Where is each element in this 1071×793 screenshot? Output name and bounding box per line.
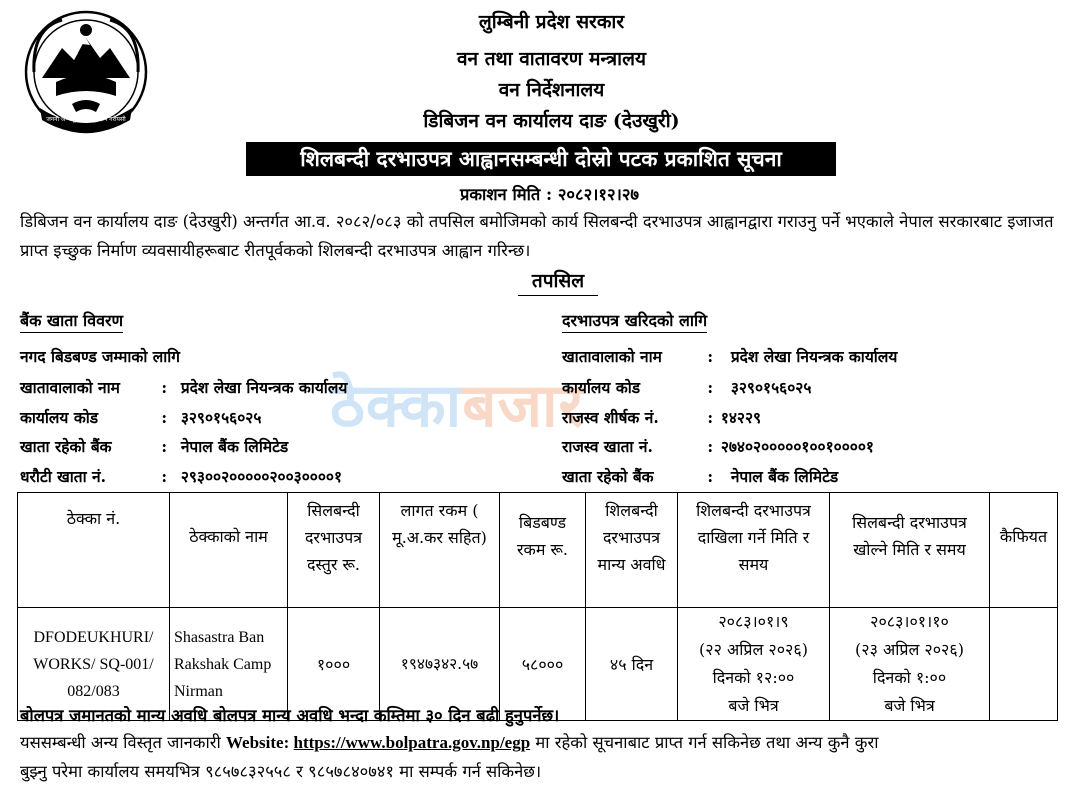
purchase-row-sep: : <box>707 437 714 456</box>
purchase-row <box>562 465 838 487</box>
col-cost: लागत रकम ( मू.अ.कर सहित) <box>380 493 500 608</box>
open-within: बजे भित्र <box>884 696 935 715</box>
bank-row-value: २९३००२०००००२००३००००१ <box>180 467 343 486</box>
bank-row-label: खाता रहेको बैंक <box>20 437 112 456</box>
col-contract-name: ठेक्काको नाम <box>170 493 288 608</box>
bank-row-sep: : <box>161 467 168 486</box>
watermark-part2: बजार <box>462 371 585 441</box>
cell-open-date <box>830 608 990 721</box>
bank-row-label: धरौटी खाता नं. <box>20 467 107 486</box>
bank-row-value: नेपाल बैंक लिमिटेड <box>180 437 289 456</box>
bank-row <box>20 406 261 428</box>
header-directorate: वन निर्देशनालय <box>498 79 605 101</box>
col-contract-no: ठेक्का नं. <box>18 493 170 608</box>
submit-within: बजे भित्र <box>728 696 779 715</box>
purchase-row-label: कार्यालय कोड <box>562 378 641 397</box>
purchase-row-label: खातावालाको नाम <box>562 347 662 366</box>
header-ministry: वन तथा वातावरण मन्त्रालय <box>456 48 646 70</box>
purchase-row-sep: : <box>707 378 714 397</box>
submit-time: दिनको १२:०० <box>712 668 795 687</box>
purchase-row-value: नेपाल बैंक लिमिटेड <box>730 467 839 486</box>
purchase-row-value: ३२९०१५६०२५ <box>730 378 812 397</box>
open-time: दिनको १:०० <box>872 668 947 687</box>
emblem-motto: जननी जन्मभूमिश्च स्वर्गादपि गरीयसी <box>46 116 126 123</box>
bank-row-sep: : <box>161 437 168 456</box>
website-label: Website: <box>226 733 294 752</box>
footer-info-post: मा रहेको सूचनाबाट प्राप्त गर्न सकिनेछ तथा अन्य कुनै कुरा <box>530 733 879 752</box>
bank-row-value: ३२९०१५६०२५ <box>180 408 262 427</box>
bank-row-label: खातावालाको नाम <box>20 378 120 397</box>
purchase-row-value: २७४०२०००००१००१००००१ <box>720 437 874 456</box>
open-date-en: (२३ अप्रिल २०२६) <box>855 640 964 659</box>
intro-paragraph: डिबिजन वन कार्यालय दाङ (देउखुरी) अन्तर्गत आ.व. २०८२/०८३ को तपसिल बमोजिमको कार्य सिलबन्दी दरभाउपत्र आह्वानद्वारा गराउनु पर्ने भएकाले नेपाल सरकारबाट इजाजत प्राप्त इच्छुक निर्माण व्यवसायीहरूबाट रीतपूर्वकको शिलबन्दी दरभाउपत्र आह्वान गरिन्छ। <box>20 212 1054 260</box>
col-open-date: सिलबन्दी दरभाउपत्र खोल्ने मिति र समय <box>830 493 990 608</box>
website-link[interactable]: https://www.bolpatra.gov.np/egp <box>293 733 531 752</box>
bank-row-sep: : <box>161 378 168 397</box>
cell-fee: १००० <box>288 608 380 721</box>
cell-contract-no: DFODEUKHURI/ WORKS/ SQ-001/ 082/083 <box>18 608 170 721</box>
header-government: लुम्बिनी प्रदेश सरकार <box>478 11 625 33</box>
purchase-row-value: १४२२९ <box>720 408 762 427</box>
bank-row <box>20 465 342 487</box>
col-fee: सिलबन्दी दरभाउपत्र दस्तुर रू. <box>288 493 380 608</box>
table-header-row <box>18 493 1058 608</box>
footer-info-pre: यससम्बन्धी अन्य विस्तृत जानकारी <box>20 733 226 752</box>
purchase-row-value: प्रदेश लेखा नियन्त्रक कार्यालय <box>730 347 898 366</box>
bank-row <box>20 435 288 457</box>
footer-contact: बुझ्नु परेमा कार्यालय समयभित्र ९८५७८३२५५८ र ९८५७८४०७४१ मा सम्पर्क गर्न सकिनेछ। <box>20 762 542 781</box>
purchase-row-label: राजस्व खाता नं. <box>562 437 653 456</box>
bank-title-text: बैंक खाता विवरण <box>20 311 123 333</box>
purchase-row <box>562 406 761 428</box>
purchase-row-sep: : <box>707 467 714 486</box>
purchase-title-text: दरभाउपत्र खरिदको लागि <box>562 311 707 333</box>
header-office: डिबिजन वन कार्यालय दाङ (देउखुरी) <box>423 110 680 132</box>
bank-row-label: कार्यालय कोड <box>20 408 99 427</box>
purchase-row <box>562 376 811 398</box>
purchase-title <box>562 309 707 331</box>
watermark <box>330 362 584 444</box>
col-submit-date: शिलबन्दी दरभाउपत्र दाखिला गर्ने मिति र समय <box>678 493 830 608</box>
purchase-row-sep: : <box>707 347 714 366</box>
purchase-row <box>562 345 897 367</box>
bank-row-value: प्रदेश लेखा नियन्त्रक कार्यालय <box>180 378 348 397</box>
tapasil-heading: तपसिल <box>518 267 598 296</box>
bank-subtitle: नगद बिडबण्ड जम्माको लागि <box>20 347 181 366</box>
submit-date: २०८३।०१।९ <box>718 612 789 631</box>
bank-title <box>20 309 123 331</box>
cell-remarks <box>990 608 1058 721</box>
cell-cost: १९४७३४२.५७ <box>380 608 500 721</box>
cell-bid-bond: ५८००० <box>500 608 586 721</box>
purchase-row-label: खाता रहेको बैंक <box>562 467 654 486</box>
cell-submit-date <box>678 608 830 721</box>
col-validity: शिलबन्दी दरभाउपत्र मान्य अवधि <box>586 493 678 608</box>
notice-banner: शिलबन्दी दरभाउपत्र आह्वानसम्बन्धी दोस्रो पटक प्रकाशित सूचना <box>246 142 836 176</box>
contract-table <box>17 492 1058 721</box>
watermark-part1: ठेक्का <box>330 371 463 441</box>
purchase-row-label: राजस्व शीर्षक नं. <box>562 408 659 427</box>
bank-row-sep: : <box>161 408 168 427</box>
publish-date: प्रकाशन मिति : २०८२।१२।२७ <box>459 185 639 204</box>
bank-row <box>20 376 347 398</box>
open-date: २०८३।०१।१० <box>870 612 949 631</box>
submit-date-en: (२२ अप्रिल २०२६) <box>699 640 808 659</box>
cell-contract-name: Shasastra Ban Rakshak Camp Nirman <box>170 608 288 721</box>
col-remarks: कैफियत <box>990 493 1058 608</box>
col-bid-bond: बिडबण्ड रकम रू. <box>500 493 586 608</box>
cell-validity: ४५ दिन <box>586 608 678 721</box>
footer-bid-security: बोलपत्र जमानतको मान्य अवधि बोलपत्र मान्य अवधि भन्दा कम्तिमा ३० दिन बढी हुनुपर्नेछ। <box>20 706 560 725</box>
purchase-row <box>562 435 874 457</box>
purchase-row-sep: : <box>707 408 714 427</box>
footer-info <box>20 730 879 755</box>
